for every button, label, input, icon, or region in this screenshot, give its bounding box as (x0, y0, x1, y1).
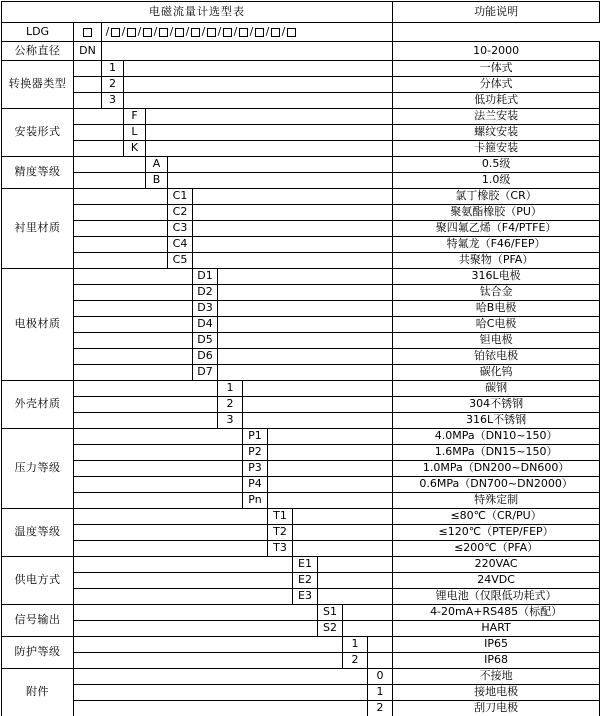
option-description: IP68 (393, 653, 600, 669)
table-row (2, 317, 600, 333)
spacer-cell (146, 109, 393, 125)
option-description: 一体式 (393, 61, 600, 77)
spacer-cell (74, 605, 318, 621)
spacer-cell (218, 365, 393, 381)
spacer-cell (74, 109, 124, 125)
option-description: 特氟龙（F46/FEP） (393, 237, 600, 253)
option-description: ≤80℃（CR/PU） (393, 509, 600, 525)
spacer-cell (74, 333, 193, 349)
option-code[interactable]: 1 (218, 381, 243, 397)
table-row (2, 301, 600, 317)
spacer-cell (318, 557, 393, 573)
table-row (2, 429, 600, 445)
option-description: 24VDC (393, 573, 600, 589)
option-code[interactable]: P2 (243, 445, 268, 461)
option-description: 316L不锈钢 (393, 413, 600, 429)
spacer-cell (74, 157, 146, 173)
table-row (2, 509, 600, 525)
option-code[interactable]: Pn (243, 493, 268, 509)
category-label: 温度等级 (2, 509, 74, 557)
option-description: 碳化钨 (393, 365, 600, 381)
table-row (2, 253, 600, 269)
option-code[interactable]: D1 (193, 269, 218, 285)
spacer-cell (243, 413, 393, 429)
checkbox-icon (223, 28, 232, 37)
option-description: 聚氨酯橡胶（PU） (393, 205, 600, 221)
spacer-cell (268, 445, 393, 461)
option-description: ≤200℃（PFA） (393, 541, 600, 557)
table-row (2, 205, 600, 221)
spacer-cell (218, 285, 393, 301)
spacer-cell (74, 429, 243, 445)
model-box-dn (74, 23, 102, 42)
checkbox-icon (287, 28, 296, 37)
option-code[interactable]: D4 (193, 317, 218, 333)
table-row (2, 173, 600, 189)
option-description: 304不锈钢 (393, 397, 600, 413)
table-row (2, 285, 600, 301)
option-description: 4.0MPa（DN10~150） (393, 429, 600, 445)
checkbox-icon (191, 28, 200, 37)
model-prefix-cell: LDG (2, 23, 74, 42)
function-description-header: 功能说明 (393, 2, 600, 23)
option-code[interactable]: F (124, 109, 146, 125)
spacer-cell (193, 205, 393, 221)
table-row (2, 589, 600, 605)
option-code[interactable]: 2 (368, 701, 393, 716)
model-code-row (2, 23, 600, 42)
spacer-cell (293, 525, 393, 541)
option-description: 不接地 (393, 669, 600, 685)
option-description: 铂铱电极 (393, 349, 600, 365)
spacer-cell (343, 605, 393, 621)
table-row (2, 701, 600, 716)
slash-separator: / (217, 24, 222, 38)
table-row (2, 525, 600, 541)
spacer-cell (193, 221, 393, 237)
option-code[interactable]: C2 (168, 205, 193, 221)
spacer-cell (74, 317, 193, 333)
option-code[interactable]: S2 (318, 621, 343, 637)
spacer-cell (74, 237, 168, 253)
checkbox-icon (271, 28, 280, 37)
spacer-cell (74, 653, 343, 669)
slash-separator: / (265, 24, 270, 38)
option-code[interactable]: C5 (168, 253, 193, 269)
option-code[interactable]: 3 (218, 413, 243, 429)
option-description: 0.6MPa（DN700~DN2000） (393, 477, 600, 493)
slash-separator: / (185, 24, 190, 38)
spacer-cell (102, 42, 393, 61)
spacer-cell (318, 589, 393, 605)
spacer-cell (74, 509, 268, 525)
option-description: 聚四氟乙烯（F4/PTFE） (393, 221, 600, 237)
option-code[interactable]: D2 (193, 285, 218, 301)
option-description: 哈C电极 (393, 317, 600, 333)
spacer-cell (74, 173, 146, 189)
checkbox-icon (143, 28, 152, 37)
spacer-cell (193, 189, 393, 205)
option-description: 分体式 (393, 77, 600, 93)
option-description: 氯丁橡胶（CR） (393, 189, 600, 205)
spacer-cell (124, 77, 393, 93)
option-code[interactable]: D6 (193, 349, 218, 365)
spacer-cell (74, 557, 293, 573)
spacer-cell (74, 525, 268, 541)
option-code[interactable]: E3 (293, 589, 318, 605)
option-description: 共聚物（PFA） (393, 253, 600, 269)
spacer-cell (124, 93, 393, 109)
table-row (2, 61, 600, 77)
slash-separator: / (201, 24, 206, 38)
option-description: 1.0级 (393, 173, 600, 189)
table-row (2, 397, 600, 413)
table-row (2, 605, 600, 621)
category-label: 附件 (2, 669, 74, 716)
spacer-cell (74, 77, 102, 93)
option-description: HART (393, 621, 600, 637)
option-description: 0.5级 (393, 157, 600, 173)
spacer-cell (74, 141, 124, 157)
spacer-cell (218, 301, 393, 317)
spacer-cell (74, 285, 193, 301)
spacer-cell (293, 541, 393, 557)
spacer-cell (218, 317, 393, 333)
option-code[interactable]: L (124, 125, 146, 141)
spacer-cell (74, 461, 243, 477)
table-row (2, 685, 600, 701)
table-row (2, 125, 600, 141)
table-header-row (2, 2, 600, 23)
category-label: 外壳材质 (2, 381, 74, 429)
table-row (2, 621, 600, 637)
option-code[interactable]: T3 (268, 541, 293, 557)
spacer-cell (74, 205, 168, 221)
table-row (2, 221, 600, 237)
option-description: IP65 (393, 637, 600, 653)
category-label: 防护等级 (2, 637, 74, 669)
option-code[interactable]: 0 (368, 669, 393, 685)
spacer-cell (243, 397, 393, 413)
checkbox-icon (239, 28, 248, 37)
spacer-cell (74, 621, 318, 637)
category-label: 精度等级 (2, 157, 74, 189)
spacer-cell (193, 253, 393, 269)
spacer-cell (74, 589, 293, 605)
spacer-cell (368, 653, 393, 669)
option-code[interactable]: C4 (168, 237, 193, 253)
option-description: ≤120℃（PTEP/FEP） (393, 525, 600, 541)
spacer-cell (74, 413, 218, 429)
spacer-cell (74, 125, 124, 141)
slash-separator: / (233, 24, 238, 38)
spacer-cell (368, 637, 393, 653)
slash-separator: / (137, 24, 142, 38)
model-selection-table (1, 1, 600, 716)
table-row (2, 669, 600, 685)
table-row (2, 381, 600, 397)
slash-separator: / (121, 24, 126, 38)
spacer-cell (293, 509, 393, 525)
spacer-cell (268, 477, 393, 493)
spacer-cell (74, 701, 368, 716)
option-code[interactable]: A (146, 157, 168, 173)
option-description: 螺纹安装 (393, 125, 600, 141)
spacer-cell (243, 381, 393, 397)
spacer-cell (74, 349, 193, 365)
spacer-cell (218, 333, 393, 349)
spacer-cell (74, 269, 193, 285)
spacer-cell (74, 573, 293, 589)
option-code[interactable]: E2 (293, 573, 318, 589)
table-row (2, 42, 600, 61)
table-row (2, 573, 600, 589)
spacer-cell (74, 493, 243, 509)
option-code[interactable]: D3 (193, 301, 218, 317)
table-row (2, 413, 600, 429)
option-description: 锂电池（仅限低功耗式） (393, 589, 600, 605)
table-row (2, 461, 600, 477)
spacer-cell (268, 493, 393, 509)
table-row (2, 365, 600, 381)
model-box-sequence (102, 23, 393, 42)
spacer-cell (74, 381, 218, 397)
table-row (2, 541, 600, 557)
spacer-cell (74, 669, 368, 685)
table-row (2, 141, 600, 157)
checkbox-icon (207, 28, 216, 37)
option-code[interactable]: 1 (102, 61, 124, 77)
option-description: 接地电极 (393, 685, 600, 701)
option-code[interactable]: P4 (243, 477, 268, 493)
slash-separator: / (281, 24, 286, 38)
spacer-cell (343, 621, 393, 637)
category-label: 压力等级 (2, 429, 74, 509)
table-row (2, 653, 600, 669)
spacer-cell (74, 301, 193, 317)
model-code-spacer (393, 23, 600, 42)
option-code[interactable]: K (124, 141, 146, 157)
option-description: 220VAC (393, 557, 600, 573)
spacer-cell (168, 173, 393, 189)
spacer-cell (74, 397, 218, 413)
spacer-cell (268, 429, 393, 445)
spacer-cell (74, 93, 102, 109)
checkbox-icon (111, 28, 120, 37)
table-row (2, 493, 600, 509)
table-row (2, 93, 600, 109)
table-row (2, 269, 600, 285)
option-code[interactable]: C1 (168, 189, 193, 205)
option-description: 316L电极 (393, 269, 600, 285)
option-description: 刮刀电极 (393, 701, 600, 716)
spacer-cell (74, 61, 102, 77)
spacer-cell (168, 157, 393, 173)
spacer-cell (193, 237, 393, 253)
category-label: 衬里材质 (2, 189, 74, 269)
spacer-cell (74, 365, 193, 381)
table-row (2, 445, 600, 461)
option-description: 10-2000 (393, 42, 600, 61)
option-code[interactable]: S1 (318, 605, 343, 621)
option-code[interactable]: T1 (268, 509, 293, 525)
checkbox-icon (255, 28, 264, 37)
checkbox-icon (127, 28, 136, 37)
spacer-cell (74, 637, 343, 653)
spacer-cell (146, 141, 393, 157)
option-description: 低功耗式 (393, 93, 600, 109)
category-label: 转换器类型 (2, 61, 74, 109)
option-code[interactable]: 3 (102, 93, 124, 109)
option-code[interactable]: DN (74, 42, 102, 61)
option-code[interactable]: E1 (293, 557, 318, 573)
spacer-cell (74, 253, 168, 269)
table-row (2, 77, 600, 93)
slash-separator: / (105, 24, 110, 38)
option-code[interactable]: D7 (193, 365, 218, 381)
table-row (2, 349, 600, 365)
spacer-cell (74, 477, 243, 493)
checkbox-icon (159, 28, 168, 37)
option-code[interactable]: T2 (268, 525, 293, 541)
option-description: 哈B电极 (393, 301, 600, 317)
spacer-cell (268, 461, 393, 477)
table-row (2, 477, 600, 493)
table-row (2, 109, 600, 125)
table-row (2, 157, 600, 173)
table-row (2, 189, 600, 205)
spacer-cell (218, 349, 393, 365)
option-code[interactable]: 2 (218, 397, 243, 413)
spacer-cell (318, 573, 393, 589)
table-row (2, 557, 600, 573)
category-label: 电极材质 (2, 269, 74, 381)
table-row (2, 333, 600, 349)
slash-separator: / (153, 24, 158, 38)
spacer-cell (146, 125, 393, 141)
table-row (2, 637, 600, 653)
option-code[interactable]: 1 (343, 637, 368, 653)
category-label: 信号输出 (2, 605, 74, 637)
option-description: 卡箍安装 (393, 141, 600, 157)
spacer-cell (218, 269, 393, 285)
spacer-cell (74, 541, 268, 557)
spacer-cell (124, 61, 393, 77)
option-description: 法兰安装 (393, 109, 600, 125)
category-label: 安装形式 (2, 109, 74, 157)
category-label: 供电方式 (2, 557, 74, 605)
option-description: 碳钢 (393, 381, 600, 397)
option-code[interactable]: P3 (243, 461, 268, 477)
option-description: 钽电极 (393, 333, 600, 349)
option-code[interactable]: B (146, 173, 168, 189)
checkbox-icon (175, 28, 184, 37)
option-code[interactable]: C3 (168, 221, 193, 237)
option-description: 1.0MPa（DN200~DN600） (393, 461, 600, 477)
table-row (2, 237, 600, 253)
spacer-cell (74, 685, 368, 701)
spacer-cell (74, 189, 168, 205)
option-description: 特殊定制 (393, 493, 600, 509)
option-code[interactable]: D5 (193, 333, 218, 349)
option-description: 4-20mA+RS485（标配） (393, 605, 600, 621)
spacer-cell (74, 445, 243, 461)
option-code[interactable]: 2 (102, 77, 124, 93)
page-title: 电磁流量计选型表 (2, 2, 393, 23)
slash-separator: / (169, 24, 174, 38)
category-label: 公称直径 (2, 42, 74, 61)
option-description: 钛合金 (393, 285, 600, 301)
slash-separator: / (249, 24, 254, 38)
option-code[interactable]: 1 (368, 685, 393, 701)
option-description: 1.6MPa（DN15~150） (393, 445, 600, 461)
checkbox-icon (83, 28, 92, 37)
option-code[interactable]: 2 (343, 653, 368, 669)
spacer-cell (74, 221, 168, 237)
option-code[interactable]: P1 (243, 429, 268, 445)
